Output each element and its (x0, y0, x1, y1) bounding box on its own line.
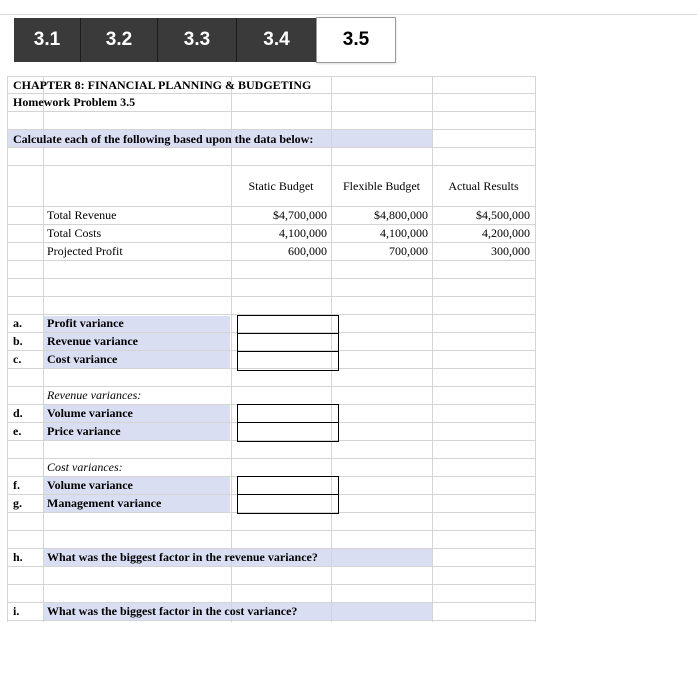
spreadsheet-grid (7, 76, 536, 622)
label-profit-variance: Profit variance (47, 316, 124, 330)
tab-label: 3.4 (263, 29, 290, 50)
letter-a: a. (13, 316, 22, 330)
answer-cell-management-variance[interactable] (238, 495, 338, 513)
label-revenue-variance: Revenue variance (47, 334, 138, 348)
letter-g: g. (13, 496, 22, 510)
cost-variances-heading: Cost variances: (47, 460, 123, 474)
tab-3-2[interactable] (81, 18, 158, 62)
cell-revenue-flexible: $4,800,000 (374, 208, 428, 222)
label-cost-volume-variance: Volume variance (47, 478, 133, 492)
problem-title: Homework Problem 3.5 (13, 95, 136, 109)
label-price-variance: Price variance (47, 424, 121, 438)
cell-costs-actual: 4,200,000 (482, 226, 530, 240)
col-header-actual: Actual Results (448, 179, 519, 193)
letter-b: b. (13, 334, 23, 348)
answer-cell-price-variance[interactable] (238, 423, 338, 441)
chapter-title: CHAPTER 8: FINANCIAL PLANNING & BUDGETING (13, 78, 312, 92)
cell-costs-flexible: 4,100,000 (380, 226, 428, 240)
tab-label: 3.1 (33, 29, 61, 50)
question-i-text: What was the biggest factor in the cost variance? (47, 604, 298, 618)
label-revenue-volume-variance: Volume variance (47, 406, 133, 420)
cell-profit-static: 600,000 (288, 244, 327, 258)
question-h-text: What was the biggest factor in the revenue variance? (47, 550, 318, 564)
cell-profit-actual: 300,000 (491, 244, 530, 258)
instruction-text: Calculate each of the following based upon the data below: (13, 132, 314, 146)
row-label-total-revenue: Total Revenue (47, 208, 117, 222)
answer-cell-cost-variance[interactable] (238, 352, 338, 370)
revenue-variances-heading: Revenue variances: (47, 388, 142, 402)
row-label-total-costs: Total Costs (47, 226, 102, 240)
col-header-static: Static Budget (248, 179, 314, 193)
label-cost-variance: Cost variance (47, 352, 118, 366)
tab-label: 3.2 (105, 29, 133, 50)
row-label-projected-profit: Projected Profit (47, 244, 123, 258)
cell-profit-flexible: 700,000 (389, 244, 428, 258)
letter-c: c. (13, 352, 22, 366)
tab-label: 3.3 (183, 29, 211, 50)
answer-cell-revenue-variance[interactable] (238, 334, 338, 352)
letter-d: d. (13, 406, 23, 420)
cell-revenue-actual: $4,500,000 (476, 208, 530, 222)
letter-e: e. (13, 424, 22, 438)
letter-i: i. (13, 604, 20, 618)
window-top-strip (0, 0, 697, 15)
tab-3-3[interactable] (158, 18, 237, 62)
letter-f: f. (13, 478, 20, 492)
answer-cell-cost-volume-variance[interactable] (238, 477, 338, 495)
tab-3-4[interactable] (237, 18, 317, 62)
answer-cell-profit-variance[interactable] (238, 316, 338, 334)
cell-revenue-static: $4,700,000 (273, 208, 327, 222)
tab-3-5[interactable] (316, 17, 396, 63)
answer-cell-revenue-volume-variance[interactable] (238, 405, 338, 423)
tab-label: 3.5 (342, 29, 370, 50)
label-management-variance: Management variance (47, 496, 162, 510)
col-header-flexible: Flexible Budget (343, 179, 420, 193)
cell-costs-static: 4,100,000 (279, 226, 327, 240)
tab-3-1[interactable] (14, 18, 81, 62)
letter-h: h. (13, 550, 23, 564)
